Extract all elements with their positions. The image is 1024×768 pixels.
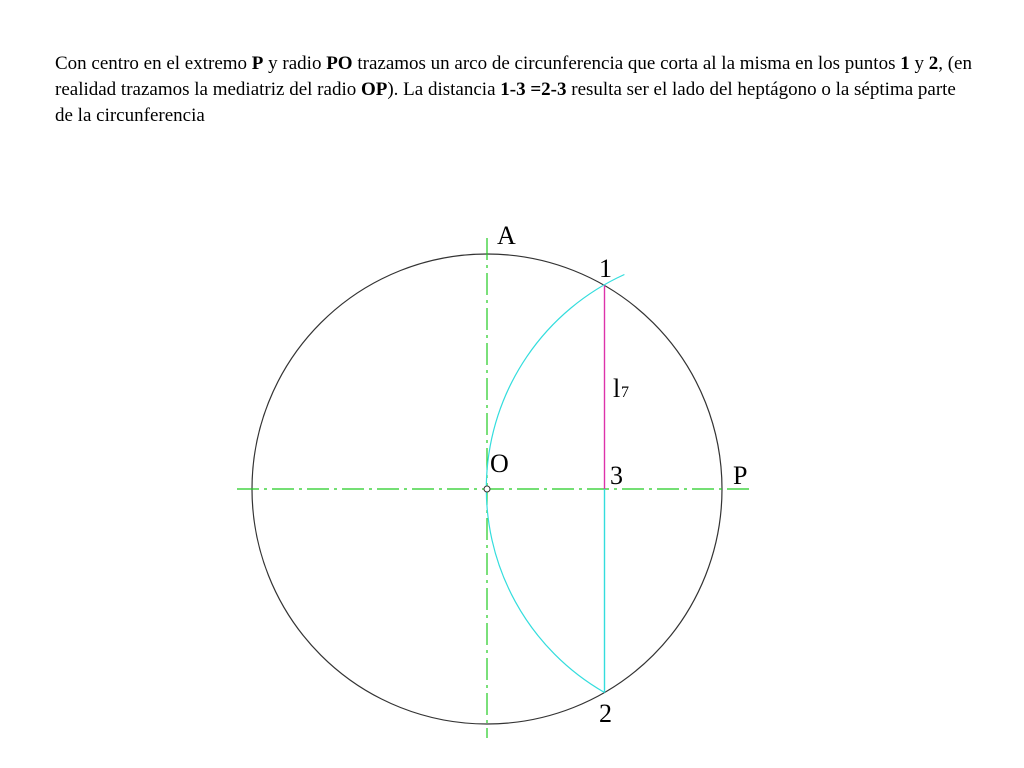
label-side-l: l (613, 374, 621, 403)
caption-text-6: ). La distancia (387, 79, 501, 100)
label-2: 2 (599, 699, 612, 728)
caption-bold-op: OP (360, 79, 388, 100)
label-3: 3 (610, 461, 623, 490)
caption-text-3: trazamos un arco de circunferencia que corta al la misma en los puntos (352, 53, 901, 74)
caption-text-1: Con centro en el extremo (55, 53, 252, 74)
caption-bold-po: PO (326, 53, 353, 74)
label-1: 1 (599, 254, 612, 283)
label-a: A (497, 221, 516, 250)
caption-text-7: resulta ser el lado del heptágono o la séptima parte de la circunferencia (55, 79, 956, 126)
caption-bold-distance: 1-3 =2-3 (500, 79, 567, 100)
label-p: P (733, 461, 748, 490)
caption-bold-p: P (251, 53, 264, 74)
caption-bold-1: 1 (900, 53, 910, 74)
center-point-marker (484, 486, 490, 492)
caption-bold-2: 2 (928, 53, 939, 74)
arc-from-p (486, 275, 624, 693)
label-side-subscript: 7 (621, 384, 629, 401)
label-o: O (490, 449, 509, 478)
caption-text-5: , (en realidad trazamos la mediatriz del radio (55, 53, 972, 100)
caption-text-4: y (909, 53, 929, 74)
caption-text-2: y radio (263, 53, 327, 74)
